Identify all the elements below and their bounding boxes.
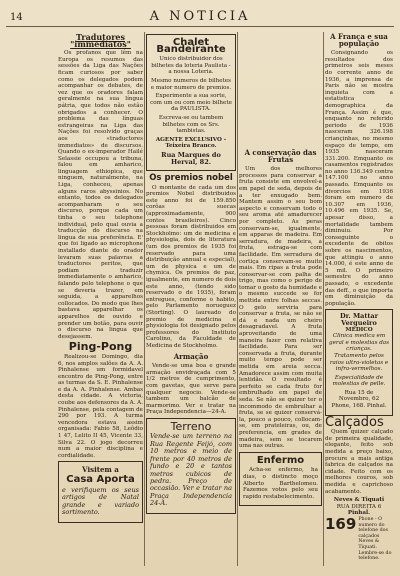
tradutores-title: Tradutores "immediatos" xyxy=(70,32,131,49)
visitem-store: Casa Aporta xyxy=(66,474,135,485)
column-3 xyxy=(239,32,322,570)
pingpong-text: Realizou-se Domingo, dia 6, nos amplos salões da A. A. Pinhalense um formidavel encontro de Ping-Pong, entre as turmas da S. E. Pinhalense e da A. A. Pinhalense. Ambas desta cidade. A victoria, coube aos defensores da A. A. Pinhalense, pela contagem de 290 por 193. A turma vencedora estava assim organisada: Fabio 58, Leôdio 1 47, Lelito II 45, Vicente 33, Silva 22. O jogo decorreu num a maior disciplina e cordialidade. xyxy=(58,353,143,459)
masthead: A NOTICIA xyxy=(149,9,251,24)
conservacao-title: A conservação das Frutas xyxy=(244,148,317,164)
enfermo-title: Enfermo xyxy=(256,454,305,466)
chalet-address: Rua Marques do Herval, 82. xyxy=(161,150,221,166)
chalet-ad xyxy=(146,34,236,171)
terreno-box xyxy=(146,418,236,514)
calcados-address: RUA DIREITA 6 xyxy=(336,503,382,510)
chalet-line-4: Escreva-se ou tambem bilhetes com os Srs. tambistas. xyxy=(158,114,224,135)
calcados-phone-note: Phone - O numero do telefone dos calçados Neves & Tiquati. Lembre-se do telefone. xyxy=(358,516,392,562)
vergueiro-specialty: MEDICO xyxy=(345,326,373,333)
conservacao-text: Um dos melhores processos para conservar a fruta consiste em envolvel-a em papel de seda, depois de a ter enxugado bem. Mantem assim o seu bom aspecto e conservam todo o seu aroma até amadurecer por completo. As peras conservam-se, igualmente, em apparas de madeira. Em serradura, de madeira, a fruta, estraga-se com facilidade. Em serradura de cortiça conservam-se muito mais. Em ripas a fruta pode conservar-se com palha de trigo, mas como o perigo de tomar o gosto da humidade e o mesmo succede se for mettida entre folhas seccas. O gelo serviria para conservar a fruta, se não se dá e nada um cheiro desagradavel. A fruta aproveitando de uma maneira fazer com relativa facilidade. Para ser conservada a fruta, durante muito tempo pode ser metida em areia secca. Amadorece assim com muita lentidão. O resultado é perfeito se cada fruto for embrulhado em papel de seda. Se não se quizer ter o incommodo de embrulhar a fruta, se se quizer conservá-la, pouco a pouco, collocam-se, em prateleiras, ou, de preferencia, em grades de madeira, sem se tocarem uma nas outras. xyxy=(239,166,322,450)
terreno-title: Terreno xyxy=(170,419,212,433)
calcados-owner: Neves & Tiquati xyxy=(333,497,385,504)
column-2 xyxy=(146,32,236,570)
page-number: 14 xyxy=(10,12,23,23)
nobel-text: O montante de cada um dos premios Nobel distribuidos este anno foi de 159.850 corôas suecas (approximadamente, 900 contos brasileiros). Cinco pessoas foram distribuidos em Stockholmo: um de medicina e physiologia, dois de literatura (um dos premios de 1935 foi reservado para uma distribuição annual e especial), um de physica e um de chymica. Os premios de paz, igualmente, em numero de dois este anno, (tendo sido reservado o de 1935), foram entregues, conforme o habito, pelo Parlamento norueguez (Storting). O laureado do premio de medicina e physiologia foi designado pelos professores do Instituto Carolino, da Faculdade de Medicina de Stockholmo. xyxy=(146,184,236,349)
nobel-title: Os premios nobel xyxy=(149,173,233,184)
vergueiro-address: Rua 15 de Novembro, 62 Phone, 168. Pinhal. xyxy=(331,389,387,410)
vergueiro-extra: Especialidade de molestias de pelle. xyxy=(332,374,386,388)
page-header xyxy=(0,0,400,28)
pingpong-title: Ping-Pong xyxy=(68,340,133,354)
franca-text: Consignando os resultados dos primeiros seis meses do corrente anno de 1936, a imprensa de Paris não se mostra inquieta com a estatistica demographica da França. Assim é que, enquanto no referido periodo de 1936 nasceram 326.198 criançinhas, no mesmo espaço de tempo, em 1935 nasceram 331.200. Emquanto os casamentos registrados no anno 136.349 contra 147.100 no anno passado. Emquanto os divorcios em 1936 foram em numero de 10.307 em 1936, 10.496 em 1935. Se, apesar disso, a mortalidade tambem diminuiu. Por conseguinte o excedente de obitos sobre os nascimentos, que attingiu o anno 14.000, é este anno de 5 mil. O primeiro semestre do anno passado, o excedente das deff., o que importa em diminuição da população. xyxy=(325,50,393,307)
terreno-text: Vende-se um terreno na Rua Regente Feijó, com 10 metros e meio de frente por 40 metros de fundo e 20 e tantos metros cubicos de pedra. Preço de occasião. Ver e tratar na Praça Independencia 24-A. xyxy=(150,432,232,508)
column-4 xyxy=(325,32,393,570)
vergueiro-ad xyxy=(325,309,393,415)
vergueiro-details: Clinica medica em geral e molestias das crianças. Tratamento pelos raios ultra-violetas e infra-vermelhos. xyxy=(329,333,390,373)
calcados-phone: 169 xyxy=(325,514,357,533)
enfermo-box xyxy=(239,452,322,507)
header-rule xyxy=(6,26,394,27)
tradutores-text: Os profanos que lêm na Europa os resumos das sessões da Liga das Nações ficam curiosos por saber como os delegados podem acompanhar os debates, de vez que os oradores falam geralmente na sua língua pátria, que todos não estão obrigados a conhecer. O problema das línguas estrangeiras na Liga das Nações foi resolvido graças aos «traductores immediatos» de discursos. Quando o ex-imperador Hailé Selassie occupou a tribuna, falou em amharico, linguagem ethiopica, que ninguem, naturalmente, na Liga, conheceu, apenas alguns raros abyssinios. No entanto, todos os delegados acompanharam o seu discurso, porque cada um tinha o seu telephone individual, pelo qual ouvia a traducção do discurso na lingua de sua preferência. E' que foi ligado ao microphone installado diante do orador levaram suas palavras a traductores peritos, que podiam traduzir immediatamente o amharico, falando pelo telephone o que se deveria trazer, em seguida, a apparelhos collocados. Do modo que lhes bastava apparelhar os apparelhos de ouvido e prender um botão, para ouvir o discurso na lingua que desejassem. xyxy=(58,50,143,340)
calcados-text: Quem quizer calçado de primeira qualidade, elegante, feito sob medida a preço baixo, procure a mais antiga fabrica de calçados na cidade. Feito com os melhores couros, sob medida e caprichoso acabamento. xyxy=(325,429,393,495)
chalet-agent: AGENTE EXCLUSIVO - Teixeira Branco. xyxy=(155,136,227,150)
column-divider-2 xyxy=(237,32,238,566)
chalet-line-3: Experimente a sua sorte, com um ou com meio bilhete da PAULISTA. xyxy=(150,93,232,113)
visitem-box xyxy=(58,461,143,522)
enfermo-text: Acha-se enfermo, ha dias, o distincto moço Alberto Barthelomeu. Fazemos votos pelo seu rapido restabelecimento. xyxy=(243,467,318,500)
column-divider-3 xyxy=(323,32,324,566)
armacao-text: Vende-se uma boa e grande armação envidraçada com 5 1/2 metros de cumprimento, com gavetas, que serve para qualquer negocio. Vende-se tambem um balcão de marmorimo. Ver e tratar na Praça Independencia—24-A. xyxy=(146,363,236,416)
chalet-line-2: Mesmo numeros de bilhetes e maior numero de premios. xyxy=(150,77,232,91)
chalet-title: Chalet Bandeirante xyxy=(156,37,226,55)
calcados-phone-block xyxy=(325,514,393,562)
column-1 xyxy=(58,32,143,570)
calcados-city: Pinhal. xyxy=(347,510,371,517)
vergueiro-name: Dr. Mattar Vergueiro xyxy=(339,312,379,327)
armacao-title: Armação xyxy=(173,351,209,361)
calcados-title: Calçados xyxy=(325,414,384,430)
visitem-text: e verifiquem os seus artigos de Natal grande e variado sortimento. xyxy=(62,485,139,517)
chalet-line-1: Unico distribuidor dos bilhetes da loteria Paulista -a nossa Loteria. xyxy=(151,56,231,76)
column-divider-1 xyxy=(144,32,145,566)
franca-title: A França e sua população xyxy=(330,32,388,48)
visitem-title: Visitem a xyxy=(82,465,119,475)
ad-space xyxy=(239,32,322,148)
